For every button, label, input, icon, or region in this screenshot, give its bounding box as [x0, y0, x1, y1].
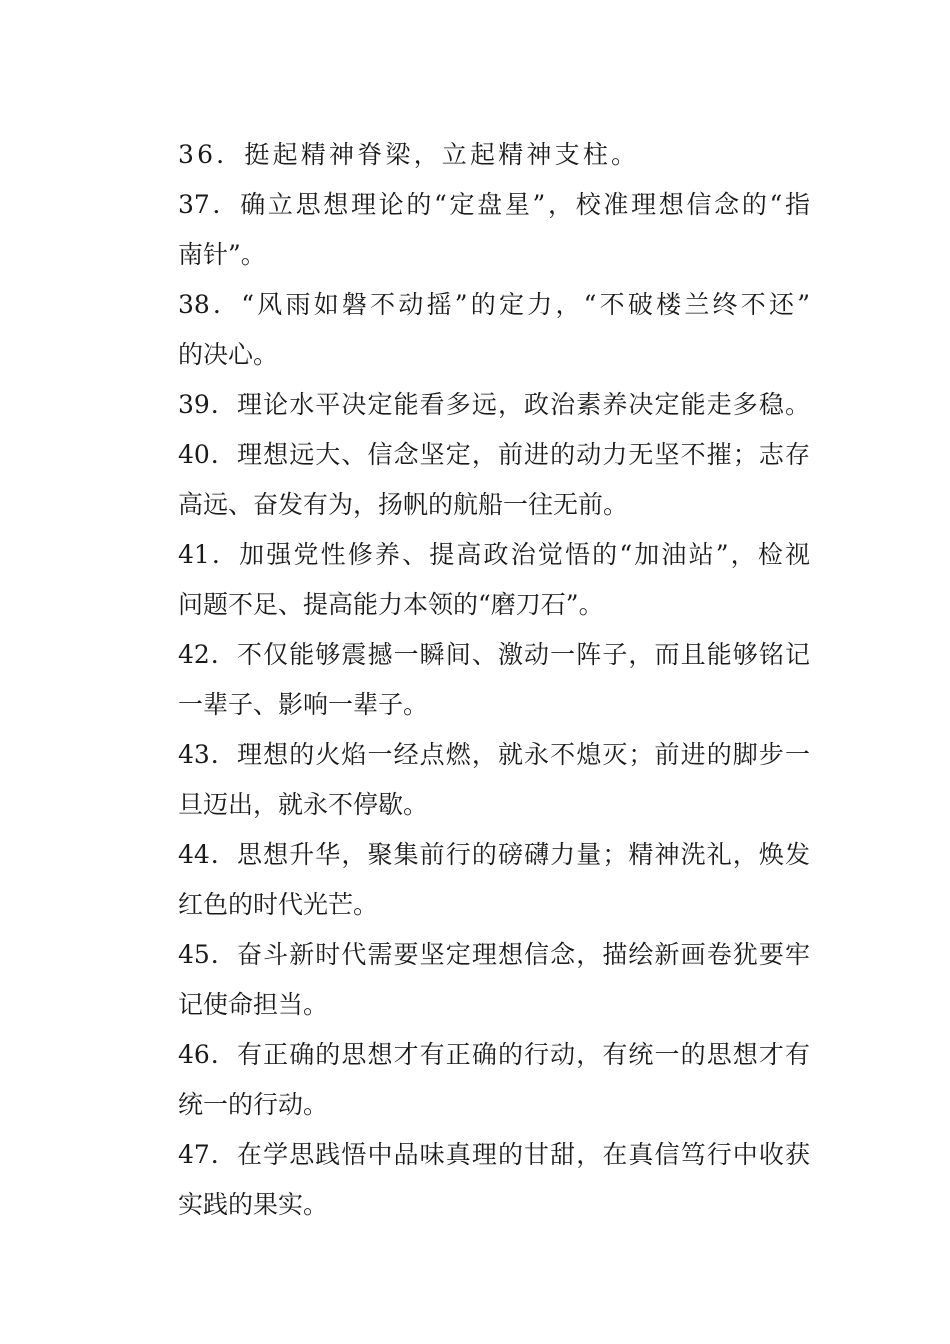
- list-item-46: [178, 1030, 810, 1130]
- list-item-44: [178, 830, 810, 930]
- list-item-39: [178, 380, 810, 430]
- list-item-38: [178, 280, 810, 380]
- text-line: 46．有正确的思想才有正确的行动，有统一的思想才有: [178, 1040, 810, 1069]
- list-item-40: [178, 430, 810, 530]
- text-line: 37．确立思想理论的“定盘星”，校准理想信念的“指: [178, 190, 810, 219]
- list-item-36: [178, 130, 810, 180]
- text-line: 一辈子、影响一辈子。: [178, 690, 429, 719]
- text-line: 39．理论水平决定能看多远，政治素养决定能走多稳。: [178, 390, 810, 419]
- text-line: 南针”。: [178, 240, 266, 269]
- list-item-47: [178, 1130, 810, 1230]
- text-line: 47．在学思践悟中品味真理的甘甜，在真信笃行中收获: [178, 1140, 810, 1169]
- text-line: 旦迈出，就永不停歇。: [178, 790, 429, 819]
- text-line: 44．思想升华，聚集前行的磅礴力量；精神洗礼，焕发: [178, 840, 810, 869]
- document-body: [178, 130, 810, 1230]
- text-line: 38．“风雨如磐不动摇”的定力，“不破楼兰终不还”: [178, 290, 810, 319]
- text-line: 42．不仅能够震撼一瞬间、激动一阵子，而且能够铭记: [178, 640, 810, 669]
- text-line: 高远、奋发有为，扬帆的航船一往无前。: [178, 490, 629, 519]
- text-line: 43．理想的火焰一经点燃，就永不熄灭；前进的脚步一: [178, 740, 810, 769]
- list-item-42: [178, 630, 810, 730]
- text-line: 45．奋斗新时代需要坚定理想信念，描绘新画卷犹要牢: [178, 940, 810, 969]
- text-line: 的决心。: [178, 340, 279, 369]
- text-line: 实践的果实。: [178, 1190, 329, 1219]
- text-line: 统一的行动。: [178, 1090, 329, 1119]
- list-item-37: [178, 180, 810, 280]
- text-line: 红色的时代光芒。: [178, 890, 379, 919]
- text-line: 41．加强党性修养、提高政治觉悟的“加油站”，检视: [178, 540, 810, 569]
- list-item-43: [178, 730, 810, 830]
- text-line: 问题不足、提高能力本领的“磨刀石”。: [178, 590, 604, 619]
- text-line: 40．理想远大、信念坚定，前进的动力无坚不摧；志存: [178, 440, 810, 469]
- list-item-41: [178, 530, 810, 630]
- text-line: 36．挺起精神脊梁，立起精神支柱。: [178, 140, 640, 169]
- text-line: 记使命担当。: [178, 990, 329, 1019]
- list-item-45: [178, 930, 810, 1030]
